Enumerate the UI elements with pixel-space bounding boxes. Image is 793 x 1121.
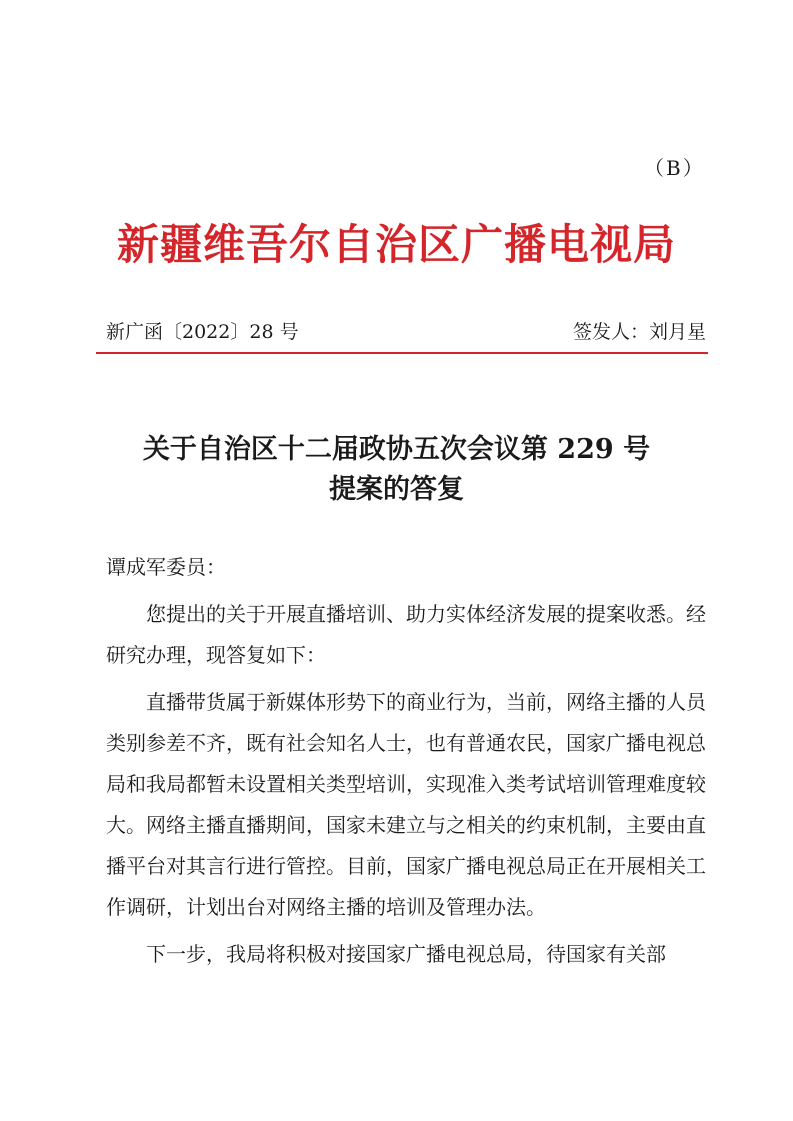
document-meta-row [106,317,706,344]
document-title-line-2: 提案的答复 [329,474,464,505]
signer: 签发人：刘月星 [572,321,706,343]
document-number: 新广函〔2022〕28 号 [106,321,299,343]
salutation: 谭成军委员： [106,555,226,579]
document-body [106,547,706,981]
classification-mark: （B） [644,156,705,180]
red-divider-line [96,352,708,354]
issuing-organization-title: 新疆维吾尔自治区广播电视局 [116,220,676,269]
document-title-line-1: 关于自治区十二届政协五次会议第 229 号 [142,434,651,465]
document-title [0,430,793,510]
body-paragraph: 下一步，我局将积极对接国家广播电视总局，待国家有关部 [146,942,666,966]
body-paragraph: 直播带货属于新媒体形势下的商业行为，当前，网络主播的人员类别参差不齐，既有社会知名人士，也有普通农民，国家广播电视总局和我局都暂未设置相关类型培训，实现准入类考试培训管理难度较大。网络主播直播期间，国家未建立与之相关的约束机制，主要由直播平台对其言行进行管控。目前，国家广播电视总局正在开展相关工作调研，计划出台对网络主播的培训及管理办法。 [106,690,706,919]
body-paragraph: 您提出的关于开展直播培训、助力实体经济发展的提案收悉。经研究办理，现答复如下： [106,602,706,667]
